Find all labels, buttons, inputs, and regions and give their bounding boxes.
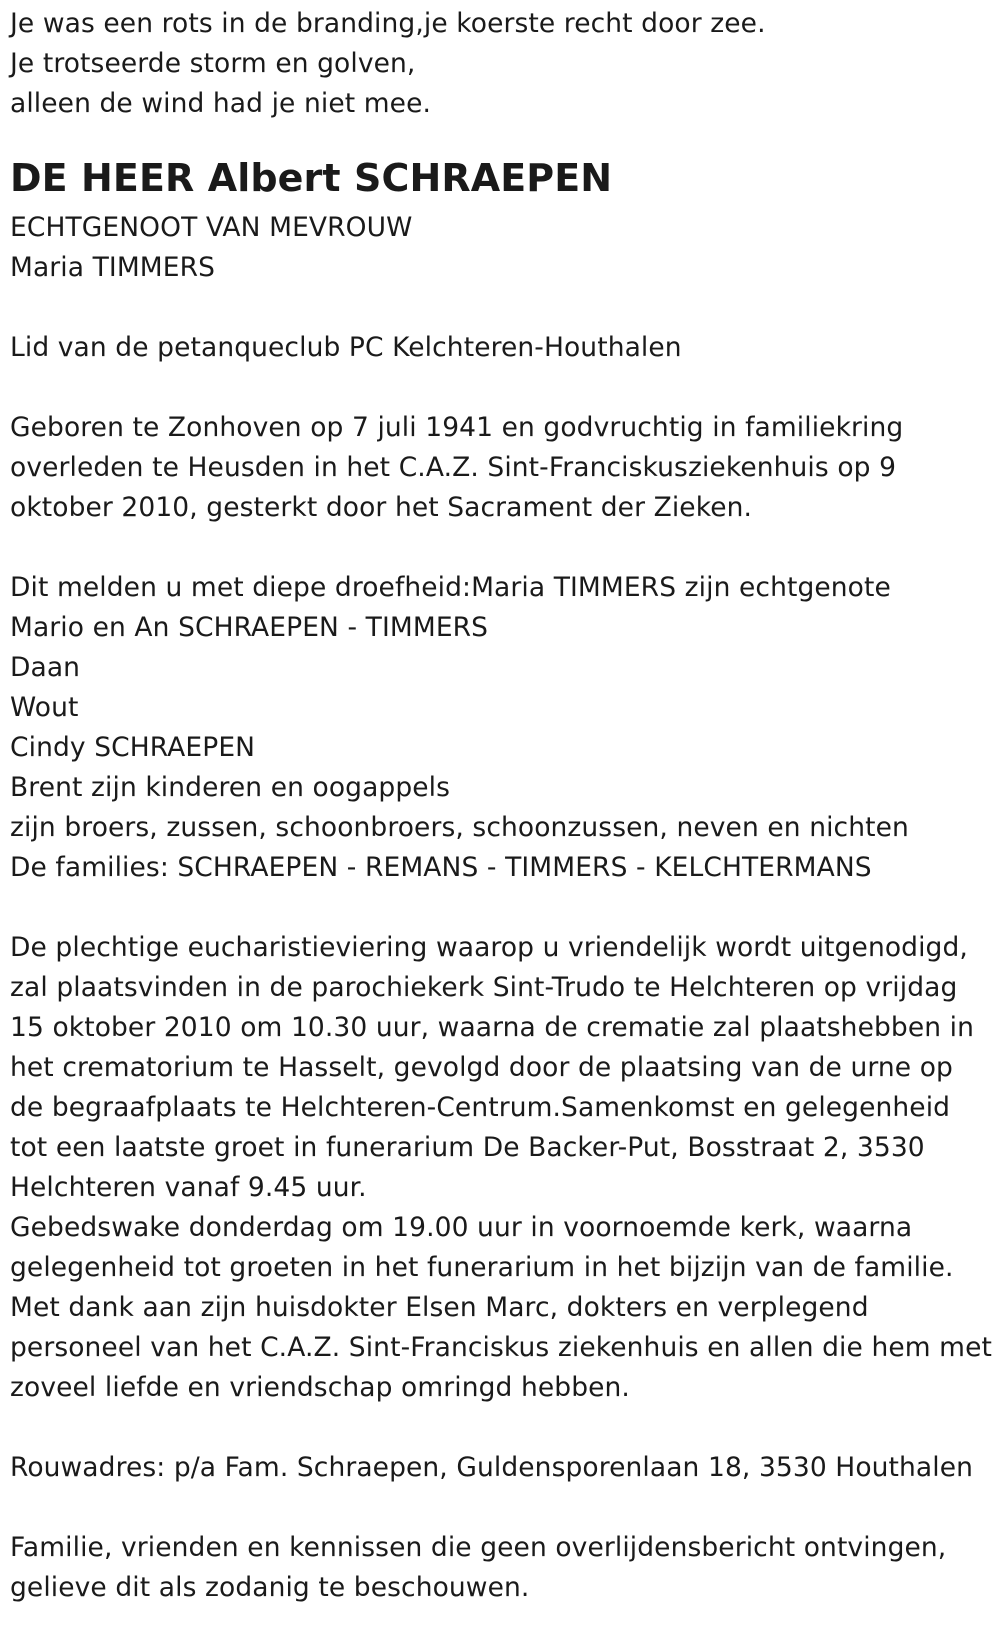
ceremony-line: Met dank aan zijn huisdokter Elsen Marc, dokters en verplegend (10, 1292, 869, 1323)
spouse-block (10, 208, 990, 288)
family-line: Wout (10, 692, 79, 723)
spacer (10, 368, 990, 408)
closing-line: gelieve dit als zodanig te beschouwen. (10, 1572, 530, 1603)
ceremony-line: Gebedswake donderdag om 19.00 uur in voornoemde kerk, waarna (10, 1212, 913, 1243)
ceremony-line: gelegenheid tot groeten in het funerarium in het bijzijn van de familie. (10, 1252, 954, 1283)
ceremony-line: zal plaatsvinden in de parochiekerk Sint-Trudo te Helchteren op vrijdag (10, 972, 958, 1003)
family-line: De families: SCHRAEPEN - REMANS - TIMMERS - KELCHTERMANS (10, 852, 872, 883)
deceased-name: DE HEER Albert SCHRAEPEN (10, 156, 613, 200)
spacer (10, 1488, 990, 1528)
ceremony-line: zoveel liefde en vriendschap omringd hebben. (10, 1372, 630, 1403)
birth-death-line: Geboren te Zonhoven op 7 juli 1941 en godvruchtig in familiekring (10, 412, 904, 443)
spacer (10, 888, 990, 928)
ceremony-line: personeel van het C.A.Z. Sint-Franciskus ziekenhuis en allen die hem met (10, 1332, 992, 1363)
ceremony-line: 15 oktober 2010 om 10.30 uur, waarna de crematie zal plaatshebben in (10, 1012, 975, 1043)
spacer (10, 528, 990, 568)
family-line: Dit melden u met diepe droefheid:Maria TIMMERS zijn echtgenote (10, 572, 891, 603)
poem-line: alleen de wind had je niet mee. (10, 88, 432, 119)
ceremony-line: het crematorium te Hasselt, gevolgd door de plaatsing van de urne op (10, 1052, 953, 1083)
ceremony-line: tot een laatste groet in funerarium De Backer-Put, Bosstraat 2, 3530 (10, 1132, 925, 1163)
family-line: Daan (10, 652, 81, 683)
family-line: zijn broers, zussen, schoonbroers, schoonzussen, neven en nichten (10, 812, 909, 843)
family-block (10, 568, 990, 888)
ceremony-line: De plechtige eucharistieviering waarop u vriendelijk wordt uitgenodigd, (10, 932, 968, 963)
closing-block (10, 1528, 990, 1608)
spouse-line: Maria TIMMERS (10, 252, 216, 283)
poem-line: Je was een rots in de branding,je koerste recht door zee. (10, 8, 766, 39)
family-line: Brent zijn kinderen en oogappels (10, 772, 451, 803)
mourning-address: Rouwadres: p/a Fam. Schraepen, Guldensporenlaan 18, 3530 Houthalen (10, 1452, 974, 1483)
poem-line: Je trotseerde storm en golven, (10, 48, 416, 79)
spacer (10, 288, 990, 328)
family-line: Cindy SCHRAEPEN (10, 732, 256, 763)
spouse-line: ECHTGENOOT VAN MEVROUW (10, 212, 413, 243)
closing-line: Familie, vrienden en kennissen die geen overlijdensbericht ontvingen, (10, 1532, 947, 1563)
birth-death-block (10, 408, 990, 528)
family-line: Mario en An SCHRAEPEN - TIMMERS (10, 612, 489, 643)
club-membership: Lid van de petanqueclub PC Kelchteren-Houthalen (10, 332, 682, 363)
birth-death-line: overleden te Heusden in het C.A.Z. Sint-Franciskusziekenhuis op 9 (10, 452, 897, 483)
ceremony-block (10, 928, 990, 1408)
birth-death-line: oktober 2010, gesterkt door het Sacrament der Zieken. (10, 492, 753, 523)
ceremony-line: de begraafplaats te Helchteren-Centrum.Samenkomst en gelegenheid (10, 1092, 951, 1123)
ceremony-line: Helchteren vanaf 9.45 uur. (10, 1172, 367, 1203)
poem (10, 4, 990, 124)
spacer (10, 1408, 990, 1448)
